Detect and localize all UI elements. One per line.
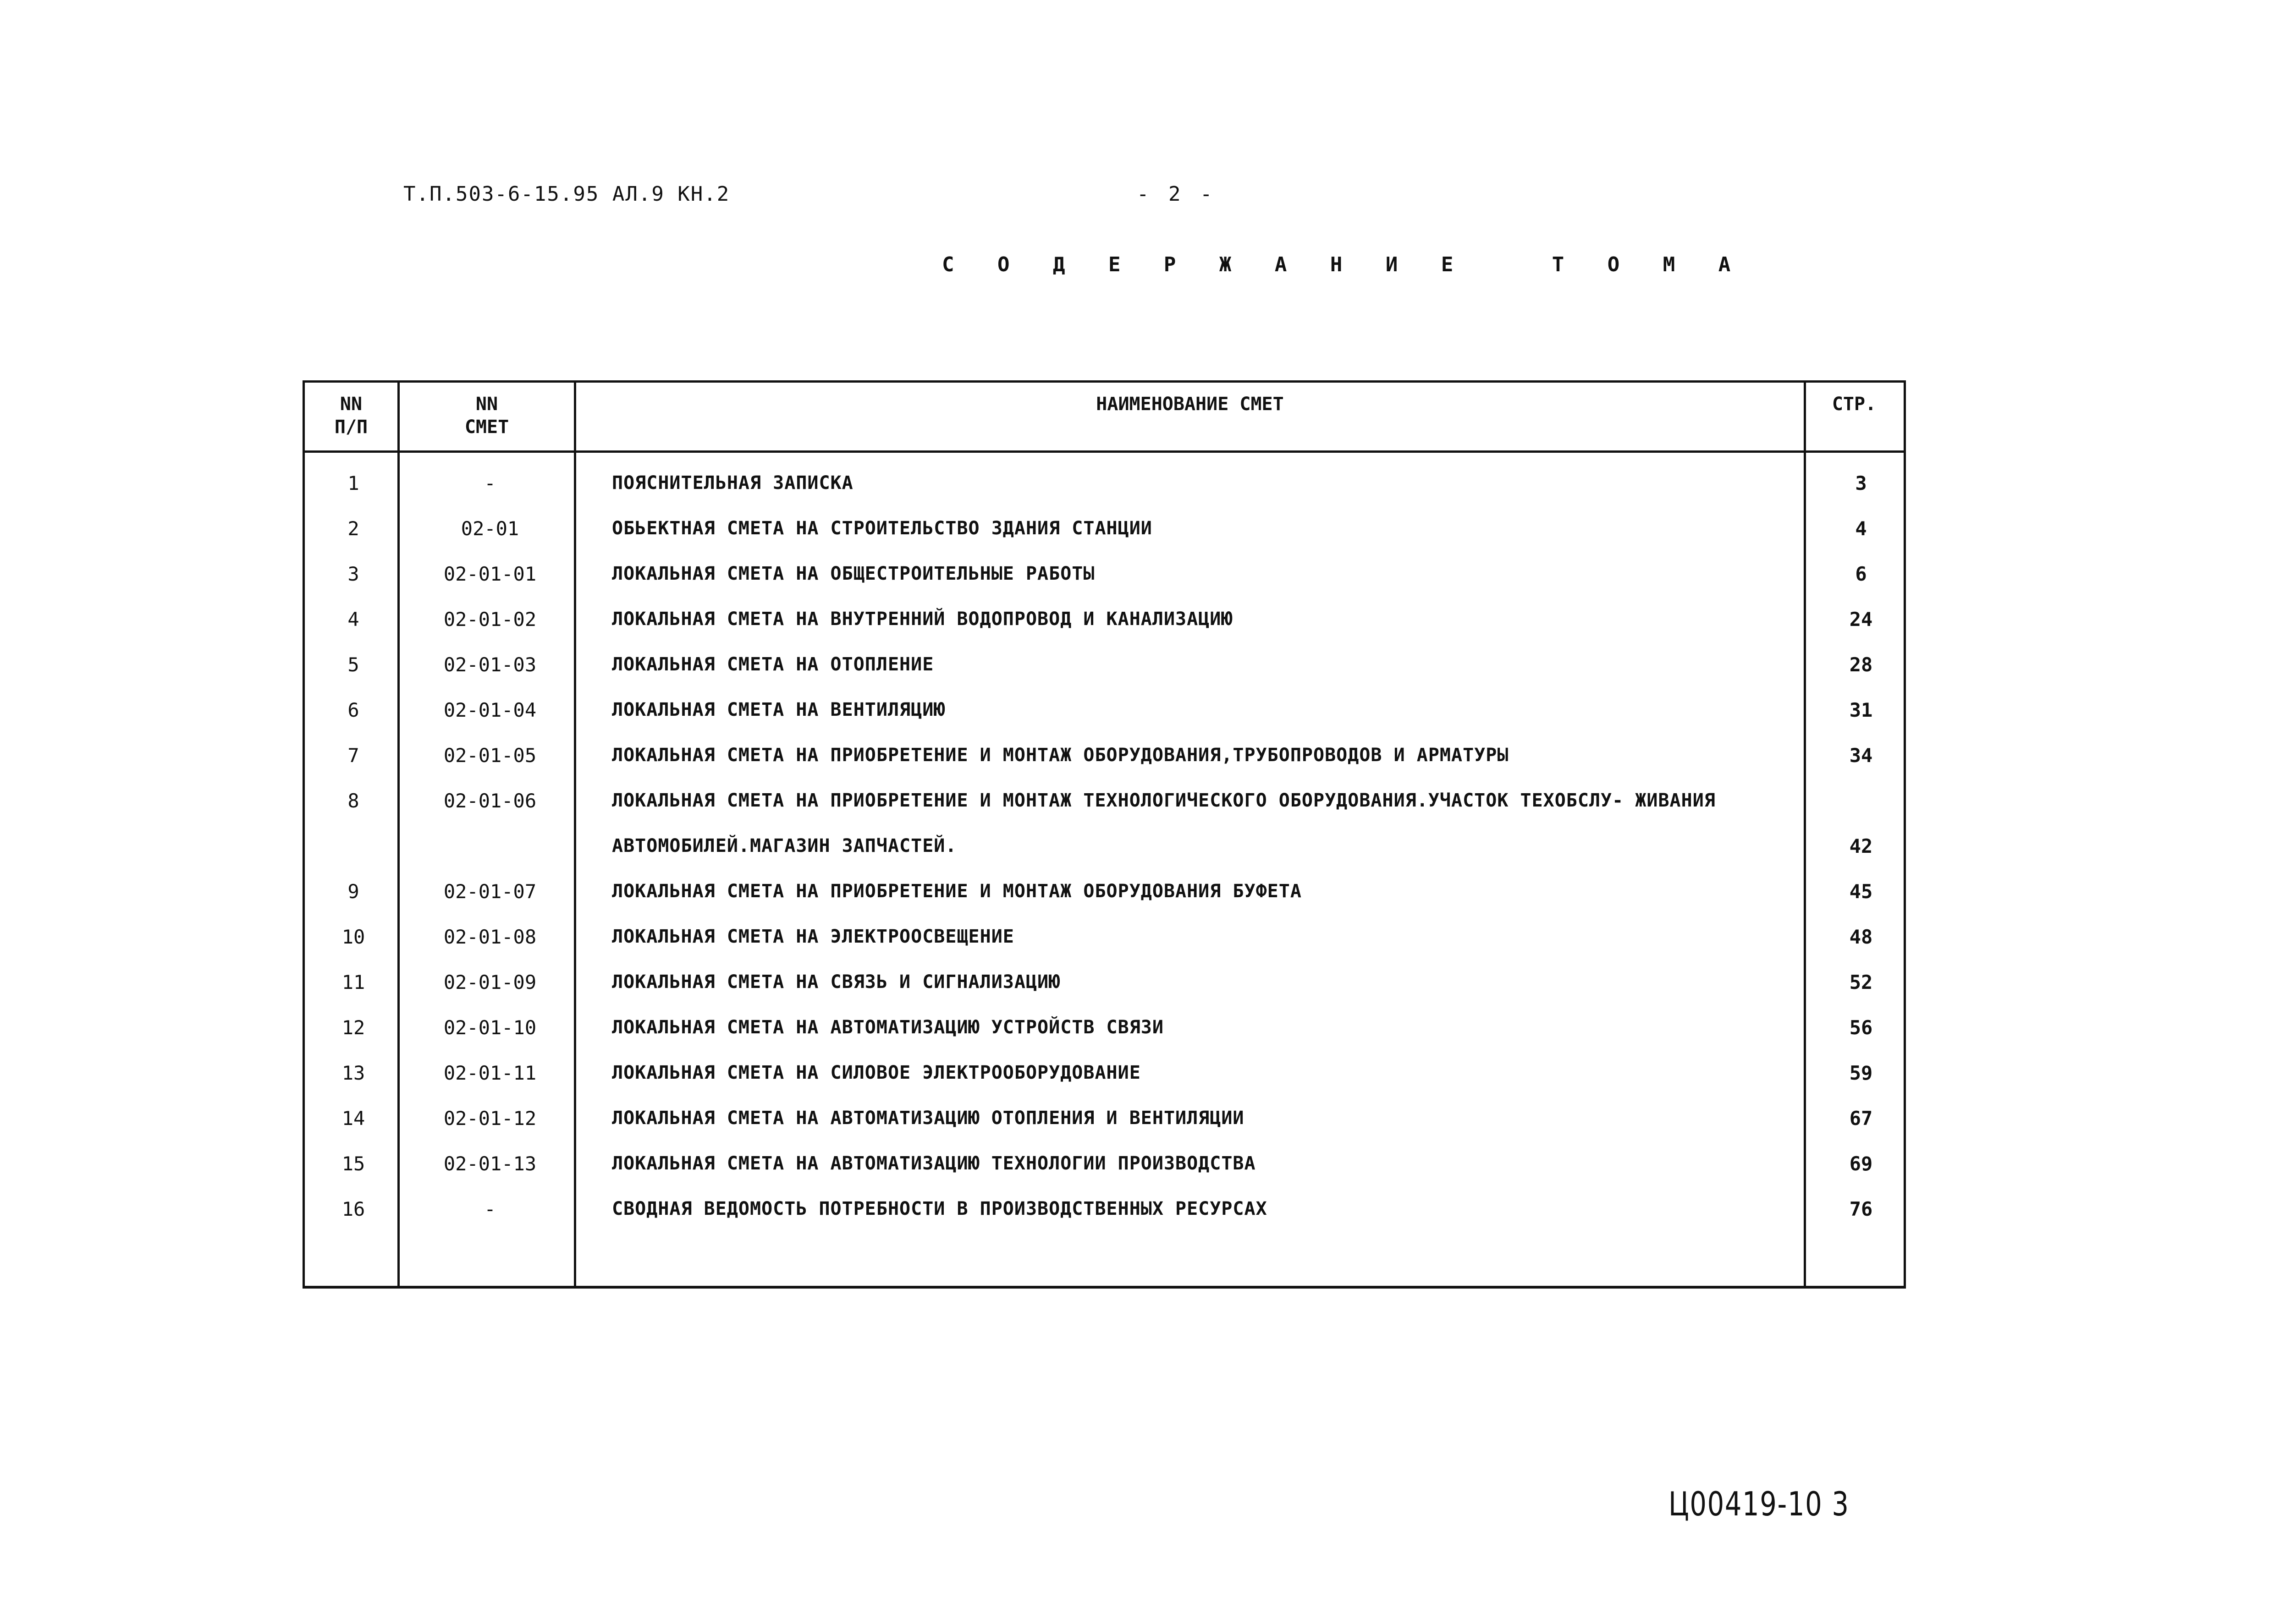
estimate-code: 02-01-13 bbox=[443, 1152, 537, 1175]
row-number: 16 bbox=[341, 1198, 365, 1220]
estimate-code: 02-01-02 bbox=[443, 608, 537, 631]
row-number: 9 bbox=[347, 880, 359, 903]
estimate-code: 02-01-05 bbox=[443, 744, 537, 767]
page-ref: 31 bbox=[1849, 699, 1873, 721]
estimate-name: СВОДНАЯ ВЕДОМОСТЬ ПОТРЕБНОСТИ В ПРОИЗВОДСТВЕННЫХ РЕСУРСАХ bbox=[612, 1198, 1267, 1219]
table-row bbox=[305, 869, 1904, 914]
table-row bbox=[305, 687, 1904, 733]
page-ref: 6 bbox=[1855, 563, 1867, 585]
table-row bbox=[305, 778, 1904, 869]
page-ref: 34 bbox=[1849, 744, 1873, 767]
page-ref: 24 bbox=[1849, 608, 1873, 631]
page-ref: 56 bbox=[1849, 1016, 1873, 1039]
estimate-name: ЛОКАЛЬНАЯ СМЕТА НА ПРИОБРЕТЕНИЕ И МОНТАЖ ОБОРУДОВАНИЯ,ТРУБОПРОВОДОВ И АРМАТУРЫ bbox=[612, 745, 1509, 766]
estimate-code: - bbox=[484, 472, 496, 494]
estimate-code: 02-01-07 bbox=[443, 880, 537, 903]
table-row bbox=[305, 1050, 1904, 1096]
estimate-code: 02-01-11 bbox=[443, 1062, 537, 1084]
row-number: 4 bbox=[347, 608, 359, 631]
table-row bbox=[305, 1186, 1904, 1232]
row-number: 11 bbox=[341, 971, 365, 993]
page-ref: 69 bbox=[1849, 1152, 1873, 1175]
row-number: 12 bbox=[341, 1016, 365, 1039]
table-row bbox=[305, 960, 1904, 1005]
page-ref: 76 bbox=[1849, 1198, 1873, 1220]
row-number: 8 bbox=[347, 790, 359, 812]
table-row bbox=[305, 551, 1904, 597]
estimate-name: ЛОКАЛЬНАЯ СМЕТА НА АВТОМАТИЗАЦИЮ ОТОПЛЕНИЯ И ВЕНТИЛЯЦИИ bbox=[612, 1108, 1244, 1129]
table-row bbox=[305, 733, 1904, 778]
estimate-code: 02-01-12 bbox=[443, 1107, 537, 1130]
header-num: NN П/П bbox=[334, 394, 368, 438]
estimate-name: ЛОКАЛЬНАЯ СМЕТА НА СВЯЗЬ И СИГНАЛИЗАЦИЮ bbox=[612, 971, 1061, 993]
table-row bbox=[305, 1005, 1904, 1050]
page-number: - 2 - bbox=[1137, 182, 1216, 206]
estimate-name: ЛОКАЛЬНАЯ СМЕТА НА ЭЛЕКТРООСВЕЩЕНИЕ bbox=[612, 926, 1014, 947]
estimate-code: - bbox=[484, 1198, 496, 1220]
table-row bbox=[305, 461, 1904, 506]
header-page: СТР. bbox=[1832, 394, 1877, 415]
estimate-code: 02-01-08 bbox=[443, 926, 537, 948]
row-number: 1 bbox=[347, 472, 359, 494]
estimate-code: 02-01-10 bbox=[443, 1016, 537, 1039]
estimate-name: ЛОКАЛЬНАЯ СМЕТА НА ОТОПЛЕНИЕ bbox=[612, 654, 934, 675]
document-code: Т.П.503-6-15.95 АЛ.9 КН.2 bbox=[403, 182, 730, 206]
page-ref: 67 bbox=[1849, 1107, 1873, 1130]
row-number: 5 bbox=[347, 653, 359, 676]
table-body bbox=[305, 461, 1904, 1232]
page-ref: 52 bbox=[1849, 971, 1873, 993]
page-ref: 59 bbox=[1849, 1062, 1873, 1084]
table-row bbox=[305, 642, 1904, 687]
estimate-name: ПОЯСНИТЕЛЬНАЯ ЗАПИСКА bbox=[612, 472, 853, 494]
row-number: 15 bbox=[341, 1152, 365, 1175]
page-ref: 28 bbox=[1849, 653, 1873, 676]
page-ref: 4 bbox=[1855, 517, 1867, 540]
estimate-code: 02-01 bbox=[461, 517, 519, 540]
estimate-name: ЛОКАЛЬНАЯ СМЕТА НА ОБЩЕСТРОИТЕЛЬНЫЕ РАБОТЫ bbox=[612, 563, 1095, 584]
contents-table bbox=[303, 380, 1906, 1289]
page-ref: 45 bbox=[1849, 880, 1873, 903]
table-row bbox=[305, 1096, 1904, 1141]
row-number: 7 bbox=[347, 744, 359, 767]
row-number: 10 bbox=[341, 926, 365, 948]
header-name: НАИМЕНОВАНИЕ СМЕТ bbox=[1096, 394, 1284, 415]
table-row bbox=[305, 914, 1904, 960]
inventory-stamp: Ц00419-10 3 bbox=[1668, 1485, 1850, 1523]
row-number: 3 bbox=[347, 563, 359, 585]
document-title: С О Д Е Р Ж А Н И Е Т О М А bbox=[942, 253, 1746, 276]
row-number: 13 bbox=[341, 1062, 365, 1084]
header-code: NN СМЕТ bbox=[464, 394, 509, 438]
estimate-name: ЛОКАЛЬНАЯ СМЕТА НА ПРИОБРЕТЕНИЕ И МОНТАЖ ОБОРУДОВАНИЯ БУФЕТА bbox=[612, 881, 1302, 902]
row-number: 6 bbox=[347, 699, 359, 721]
estimate-code: 02-01-09 bbox=[443, 971, 537, 993]
table-row bbox=[305, 597, 1904, 642]
estimate-code: 02-01-06 bbox=[443, 790, 537, 812]
table-row bbox=[305, 1141, 1904, 1186]
row-number: 2 bbox=[347, 517, 359, 540]
estimate-name: ЛОКАЛЬНАЯ СМЕТА НА АВТОМАТИЗАЦИЮ ТЕХНОЛОГИИ ПРОИЗВОДСТВА bbox=[612, 1153, 1256, 1174]
estimate-code: 02-01-04 bbox=[443, 699, 537, 721]
page-ref: 48 bbox=[1849, 926, 1873, 948]
estimate-name: ЛОКАЛЬНАЯ СМЕТА НА ВНУТРЕННИЙ ВОДОПРОВОД И КАНАЛИЗАЦИЮ bbox=[612, 609, 1233, 630]
page-ref: 3 bbox=[1855, 472, 1867, 494]
page-ref: 42 bbox=[1849, 835, 1873, 857]
estimate-name: ОБЬЕКТНАЯ СМЕТА НА СТРОИТЕЛЬСТВО ЗДАНИЯ СТАНЦИИ bbox=[612, 518, 1152, 539]
table-row bbox=[305, 506, 1904, 551]
estimate-name: ЛОКАЛЬНАЯ СМЕТА НА ПРИОБРЕТЕНИЕ И МОНТАЖ ТЕХНОЛОГИЧЕСКОГО ОБОРУДОВАНИЯ.УЧАСТОК ТЕХОБСЛУ- ЖИВАНИЯ АВТОМОБИЛЕЙ.МАГАЗИН ЗАПЧАСТЕЙ. bbox=[612, 790, 1716, 856]
estimate-code: 02-01-03 bbox=[443, 653, 537, 676]
estimate-name: ЛОКАЛЬНАЯ СМЕТА НА АВТОМАТИЗАЦИЮ УСТРОЙСТВ СВЯЗИ bbox=[612, 1017, 1164, 1038]
estimate-name: ЛОКАЛЬНАЯ СМЕТА НА ВЕНТИЛЯЦИЮ bbox=[612, 699, 946, 720]
estimate-code: 02-01-01 bbox=[443, 563, 537, 585]
header-divider bbox=[305, 450, 1904, 453]
estimate-name: ЛОКАЛЬНАЯ СМЕТА НА СИЛОВОЕ ЭЛЕКТРООБОРУДОВАНИЕ bbox=[612, 1062, 1141, 1083]
row-number: 14 bbox=[341, 1107, 365, 1130]
